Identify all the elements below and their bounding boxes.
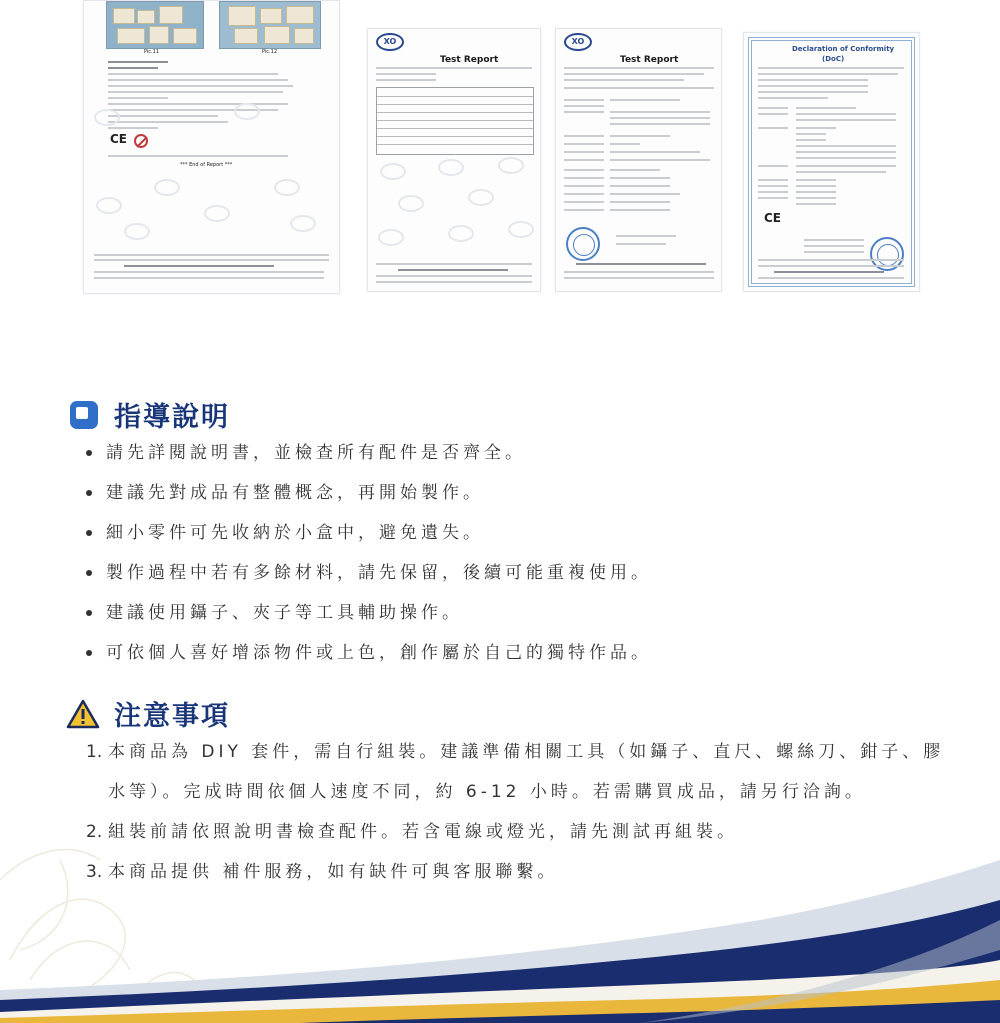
doc-title: Declaration of Conformity	[792, 45, 895, 53]
age-warning-icon	[134, 134, 148, 148]
list-item: 製作過程中若有多餘材料，請先保留，後續可能重複使用。	[86, 553, 652, 593]
declaration-of-conformity-page	[743, 32, 920, 292]
product-photo-2	[219, 1, 321, 49]
warning-icon	[66, 699, 100, 729]
ce-mark: CE	[110, 132, 128, 146]
bullet-icon	[86, 490, 92, 496]
guide-title: 指導說明	[114, 402, 230, 433]
list-item: 建議先對成品有整體概念，再開始製作。	[86, 473, 652, 513]
guide-list	[86, 433, 652, 673]
list-item: 細小零件可先收納於小盒中，避免遺失。	[86, 513, 652, 553]
test-report-title: Test Report	[440, 55, 499, 65]
square-icon	[70, 401, 98, 429]
photo-caption-2: Pic.12	[262, 49, 277, 55]
list-item: 請先詳閱說明書，並檢查所有配件是否齊全。	[86, 433, 652, 473]
certificate-documents	[0, 0, 1000, 300]
photo-report-page	[83, 0, 340, 294]
list-item: 3. 本商品提供 補件服務，如有缺件可與客服聯繫。	[86, 862, 559, 882]
bullet-icon	[86, 610, 92, 616]
list-item: 1. 本商品為 DIY 套件，需自行組裝。建議準備相關工具（如鑷子、直尺、螺絲刀、鉗子、膠水等）。完成時間依個人速度不同，約 6-12 小時。若需購買成品，請另行洽詢。	[86, 742, 945, 802]
test-lab-stamp	[566, 227, 600, 261]
list-item: 建議使用鑷子、夾子等工具輔助操作。	[86, 593, 652, 633]
notice-heading	[66, 694, 230, 733]
product-photo-1	[106, 1, 204, 49]
xo-logo: XO	[376, 33, 404, 51]
photo-caption-1: Pic.11	[144, 49, 159, 55]
bullet-icon	[86, 650, 92, 656]
test-report-page-1	[367, 28, 541, 292]
xo-logo: XO	[564, 33, 592, 51]
test-report-page-2	[555, 28, 722, 292]
notice-title: 注意事項	[114, 701, 230, 732]
bullet-icon	[86, 530, 92, 536]
ce-mark: CE	[764, 211, 782, 225]
bullet-icon	[86, 570, 92, 576]
test-report-title: Test Report	[620, 55, 679, 65]
guide-heading	[70, 395, 230, 434]
bottom-wave-decoration	[0, 840, 1000, 1023]
list-item: 2. 組裝前請依照說明書檢查配件。若含電線或燈光，請先測試再組裝。	[86, 822, 738, 842]
end-of-report: *** End of Report ***	[180, 162, 233, 168]
list-item: 可依個人喜好增添物件或上色，創作屬於自己的獨特作品。	[86, 633, 652, 673]
bullet-icon	[86, 450, 92, 456]
doc-subtitle: (DoC)	[822, 55, 845, 63]
